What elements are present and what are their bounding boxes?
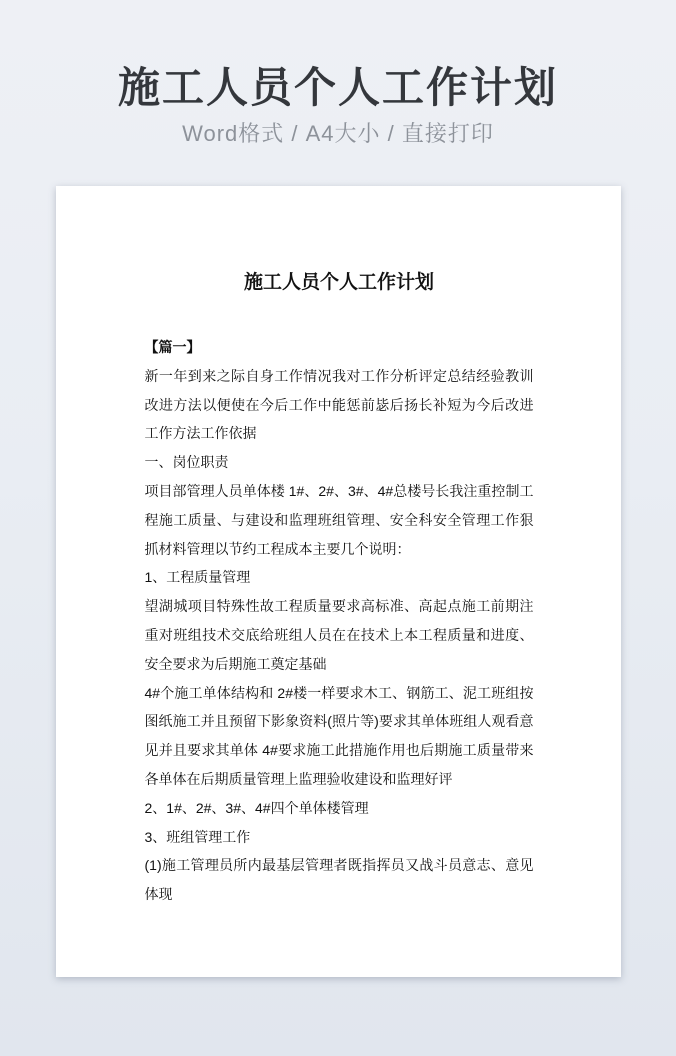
document-title: 施工人员个人工作计划 bbox=[243, 272, 434, 293]
hero-header bbox=[0, 0, 676, 147]
paragraph: 新一年到来之际自身工作情况我对工作分析评定总结经验教训改进方法以便使在今后工作中能惩前毖后扬长补短为今后改进工作方法工作依据 bbox=[144, 367, 534, 442]
paragraph: 2、1#、2#、3#、4#四个单体楼管理 bbox=[144, 799, 369, 816]
paragraph: 【篇一】 bbox=[144, 339, 201, 355]
hero-subtitle: Word格式 / A4大小 / 直接打印 bbox=[182, 121, 494, 146]
paragraph: 4#个施工单体结构和 2#楼一样要求木工、钢筋工、泥工班组按图纸施工并且预留下影象资料(照片等)要求其单体班组人观看意见并且要求其单体 4#要求施工此措施作用也后期施工质量带来各单体在后期质量管理上监理验收建设和监理好评 bbox=[144, 684, 534, 787]
paragraph: 项目部管理人员单体楼 1#、2#、3#、4#总楼号长我注重控制工程施工质量、与建设和监理班组管理、安全科安全管理工作狠抓材料管理以节约工程成本主要几个说明： bbox=[144, 482, 534, 557]
paragraph: 一、岗位职责 bbox=[144, 454, 229, 471]
paragraph: 3、班组管理工作 bbox=[144, 828, 251, 845]
document-page bbox=[56, 186, 621, 977]
document-body bbox=[145, 333, 534, 909]
hero-title: 施工人员个人工作计划 bbox=[117, 64, 558, 111]
paragraph: 1、工程质量管理 bbox=[144, 569, 251, 586]
paragraph: (1)施工管理员所内最基层管理者既指挥员又战斗员意志、意见体现 bbox=[144, 857, 534, 903]
paragraph: 望湖城项目特殊性故工程质量要求高标准、高起点施工前期注重对班组技术交底给班组人员在在技术上本工程质量和进度、安全要求为后期施工奠定基础 bbox=[144, 598, 534, 672]
